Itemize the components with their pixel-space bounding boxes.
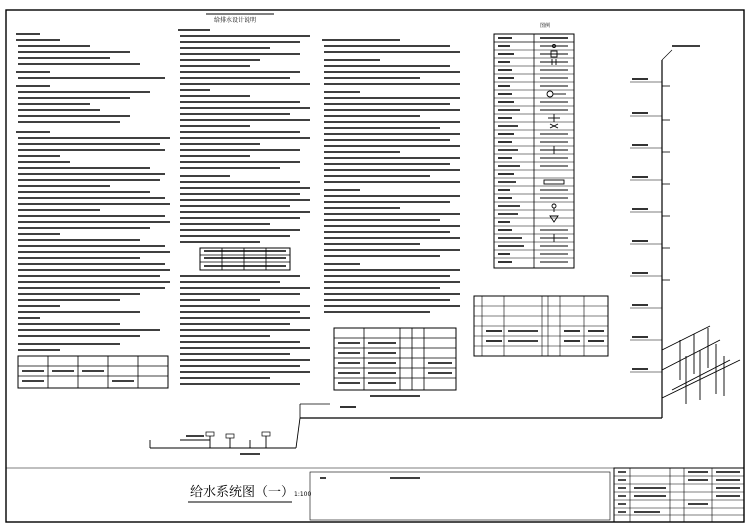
materials-table — [474, 296, 608, 356]
remarks-strip — [310, 472, 610, 520]
legend-name-column — [498, 38, 524, 262]
notes-column-3 — [322, 40, 460, 312]
legend-symbol-column — [540, 38, 568, 262]
sheet-border — [6, 10, 744, 522]
title-block — [614, 468, 744, 522]
legend-table — [494, 34, 574, 268]
notes-column-2-lower — [180, 276, 310, 384]
drawing-title — [190, 486, 311, 499]
fixture-table — [200, 248, 290, 270]
legend-title: 图例 — [540, 23, 551, 29]
drawing-scale: 1:100 — [294, 491, 312, 498]
pipe-spec-table — [18, 356, 168, 388]
notes-title: 给排水设计说明 — [214, 17, 257, 24]
equipment-table — [334, 328, 456, 396]
notes-column-1 — [16, 34, 170, 350]
drawing-title-text: 给水系统图（一） — [190, 485, 295, 500]
notes-column-2 — [178, 14, 310, 242]
